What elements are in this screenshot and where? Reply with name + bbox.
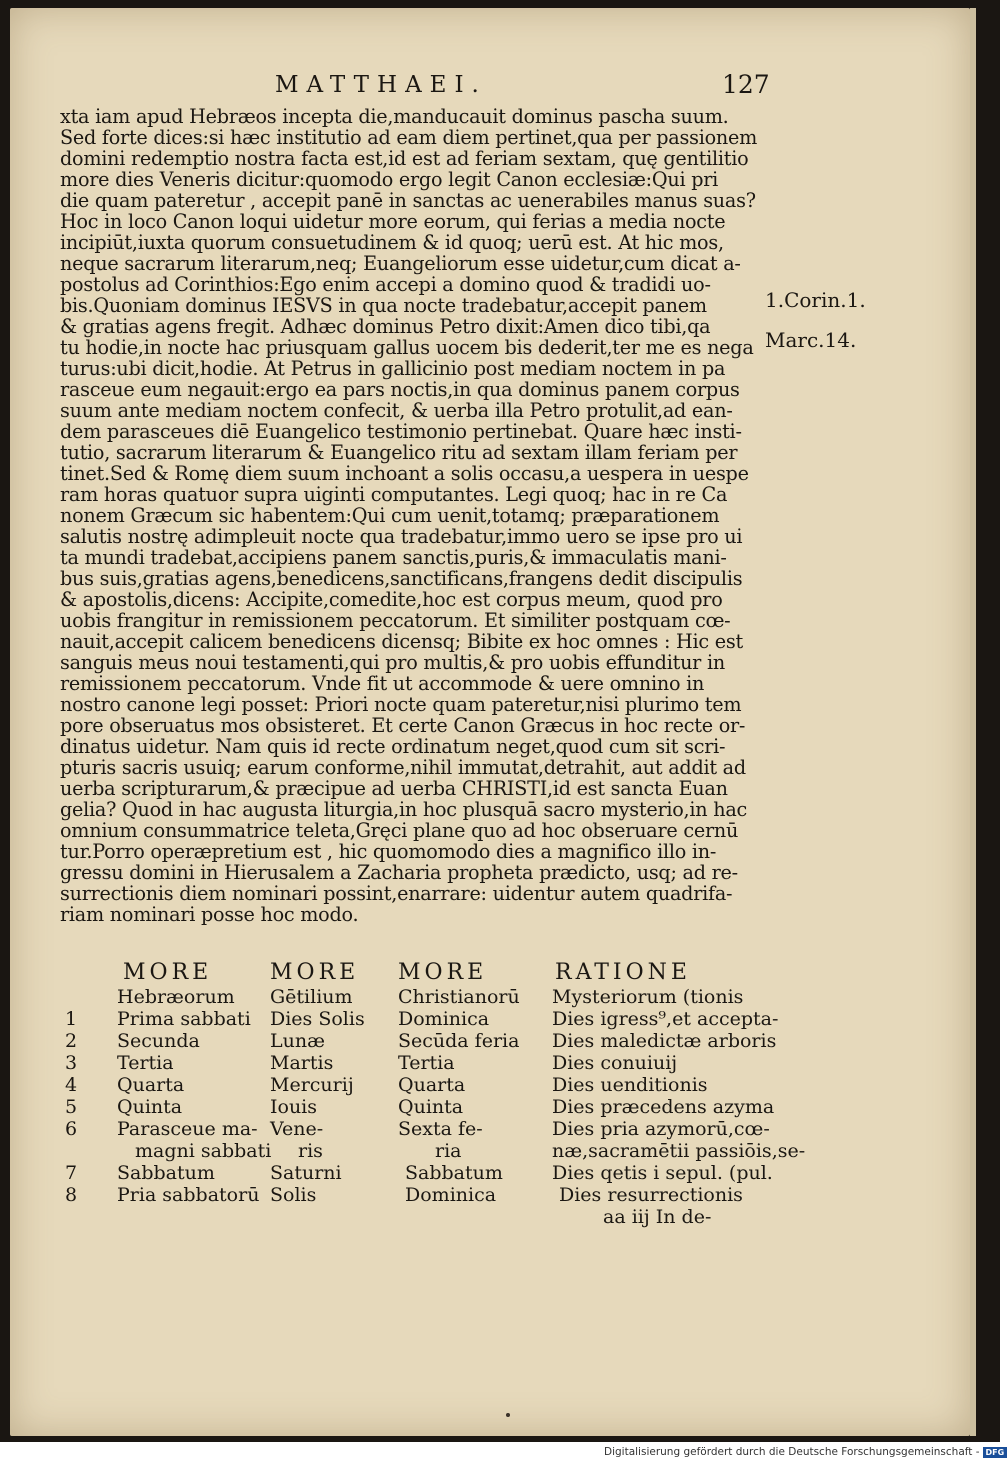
table-row — [65, 1184, 805, 1206]
row-number: 1 — [65, 1008, 78, 1030]
column-header: MORE — [270, 960, 360, 985]
text-line: suum ante mediam noctem confecit, & uerba illa Petro protulit,ad ean- — [60, 399, 733, 422]
table-row — [65, 1140, 805, 1162]
text-line: dem parasceues diē Euangelico testimonio pertinebat. Quare hæc insti- — [60, 420, 742, 443]
cell-hebrew: Quarta — [117, 1074, 185, 1096]
text-line: surrectionis diem nominari possint,enarrare: uidentur autem quadrifa- — [60, 882, 733, 905]
cell-hebrew: Hebræorum — [117, 986, 235, 1008]
text-line: tu hodie,in nocte hac priusquam gallus uocem bis dederit,ter me es nega — [60, 336, 754, 359]
table-row — [65, 1074, 805, 1096]
cell-christian: Dominica — [405, 1184, 497, 1206]
text-line: sanguis meus noui testamenti,qui pro multis,& pro uobis effunditur in — [60, 651, 725, 674]
text-line: xta iam apud Hebræos incepta die,manducauit dominus pascha suum. — [60, 105, 729, 128]
cell-gentile: Saturni — [270, 1162, 342, 1184]
text-line: ta mundi tradebat,accipiens panem sanctis,puris,& immaculatis mani- — [60, 546, 727, 569]
text-line: gressu domini in Hierusalem a Zacharia propheta prædicto, usq; ad re- — [60, 861, 738, 884]
margin-note-corinthians: 1.Corin.1. — [765, 288, 866, 312]
text-line: rasceue eum negauit:ergo ea pars noctis,in qua dominus panem corpus — [60, 378, 740, 401]
text-line: pore obseruatus mos obsisteret. Et certe Canon Græcus in hoc recte or- — [60, 714, 746, 737]
cell-gentile: Iouis — [270, 1096, 318, 1118]
row-number: 2 — [65, 1030, 78, 1052]
ink-dot — [506, 1413, 510, 1417]
digitization-credit — [604, 1446, 1007, 1458]
cell-mystery: Dies qetis i sepul. (pul. — [552, 1162, 773, 1184]
text-line: uobis frangitur in remissionem peccatorum. Et similiter postquam cœ- — [60, 609, 731, 632]
row-number: 4 — [65, 1074, 78, 1096]
cell-gentile: Solis — [270, 1184, 317, 1206]
text-line: uerba scripturarum,& præcipue ad uerba CHRISTI,id est sancta Euan — [60, 777, 728, 800]
table-row — [65, 1206, 805, 1228]
cell-christian: Secūda feria — [398, 1030, 520, 1052]
text-line: nonem Græcum sic habentem:Qui cum uenit,totamq; præparationem — [60, 504, 720, 527]
cell-gentile: ris — [298, 1140, 323, 1162]
cell-christian: Quinta — [398, 1096, 464, 1118]
cell-christian: Tertia — [398, 1052, 455, 1074]
catchword-signature: aa iij In de- — [603, 1206, 712, 1228]
text-line: turus:ubi dicit,hodie. At Petrus in gallicinio post mediam noctem in pa — [60, 357, 726, 380]
cell-hebrew: magni sabbati — [135, 1140, 272, 1162]
cell-mystery: Dies pria azymorū,cœ- — [552, 1118, 770, 1140]
text-line: ram horas quatuor supra uiginti computantes. Legi quoq; hac in re Ca — [60, 483, 728, 506]
page-number: 127 — [722, 70, 770, 99]
cell-hebrew: Secunda — [117, 1030, 200, 1052]
text-line: more dies Veneris dicitur:quomodo ergo legit Canon ecclesiæ:Qui pri — [60, 168, 719, 191]
column-header: MORE — [123, 960, 213, 985]
cell-christian: Quarta — [398, 1074, 466, 1096]
dfg-logo: DFG — [983, 1447, 1007, 1458]
cell-christian: Sabbatum — [405, 1162, 503, 1184]
cell-hebrew: Parasceue ma- — [117, 1118, 258, 1140]
cell-gentile: Lunæ — [270, 1030, 325, 1052]
text-line: omnium consummatrice teleta,Gręci plane quo ad hoc obseruare cernū — [60, 819, 739, 842]
text-line: Hoc in loco Canon loqui uidetur more eorum, qui ferias a media nocte — [60, 210, 726, 233]
row-number: 3 — [65, 1052, 78, 1074]
cell-gentile: Martis — [270, 1052, 334, 1074]
cell-christian: ria — [435, 1140, 462, 1162]
table-row — [65, 1162, 805, 1184]
text-line: tutio, sacrarum literarum & Euangelico ritu ad sextam illam feriam per — [60, 441, 738, 464]
cell-hebrew: Prima sabbati — [117, 1008, 251, 1030]
cell-mystery: Dies uenditionis — [552, 1074, 708, 1096]
text-line: postolus ad Corinthios:Ego enim accepi a domino quod & tradidi uo- — [60, 273, 711, 296]
cell-gentile: Mercurij — [270, 1074, 354, 1096]
cell-hebrew: Quinta — [117, 1096, 183, 1118]
table-row — [65, 1096, 805, 1118]
cell-mystery: Dies conuiuij — [552, 1052, 678, 1074]
text-line: bus suis,gratias agens,benedicens,sanctificans,frangens dedit discipulis — [60, 567, 743, 590]
cell-gentile: Dies Solis — [270, 1008, 365, 1030]
cell-mystery: Dies resurrectionis — [559, 1184, 743, 1206]
text-line: domini redemptio nostra facta est,id est ad feriam sextam, quę gentilitio — [60, 147, 749, 170]
text-line: Sed forte dices:si hæc institutio ad eam diem pertinet,qua per passionem — [60, 126, 758, 149]
cell-hebrew: Tertia — [117, 1052, 174, 1074]
text-line: pturis sacris usuiq; earum conforme,nihil immutat,detrahit, aut addit ad — [60, 756, 746, 779]
column-header: RATIONE — [555, 960, 691, 985]
cell-gentile: Gētilium — [270, 986, 353, 1008]
table-row — [65, 1052, 805, 1074]
table-row — [65, 1118, 805, 1140]
table-row — [65, 1008, 805, 1030]
body-text — [60, 106, 772, 925]
text-line: & gratias agens fregit. Adhæc dominus Petro dixit:Amen dico tibi,qa — [60, 315, 711, 338]
text-line: tinet.Sed & Romę diem suum inchoant a solis occasu,a uespera in uespe — [60, 462, 749, 485]
column-header: MORE — [398, 960, 488, 985]
page-edge — [970, 8, 976, 1436]
cell-christian: Sexta fe- — [398, 1118, 483, 1140]
cell-mystery: næ,sacramētii passiōis,se- — [552, 1140, 806, 1162]
row-number: 6 — [65, 1118, 78, 1140]
cell-christian: Christianorū — [398, 986, 520, 1008]
margin-note-mark: Marc.14. — [765, 328, 857, 352]
cell-mystery: Dies igress⁹,et accepta- — [552, 1008, 779, 1030]
cell-christian: Dominica — [398, 1008, 490, 1030]
text-line: neque sacrarum literarum,neq; Euangeliorum esse uidetur,cum dicat a- — [60, 252, 741, 275]
text-line: bis.Quoniam dominus IESVS in qua nocte tradebatur,accepit panem — [60, 294, 707, 317]
cell-mystery: Dies maledictæ arboris — [552, 1030, 777, 1052]
row-number: 7 — [65, 1162, 78, 1184]
text-line: gelia? Quod in hac augusta liturgia,in hoc plusquā sacro mysterio,in hac — [60, 798, 748, 821]
cell-hebrew: Sabbatum — [117, 1162, 215, 1184]
text-line: die quam pateretur , accepit panē in sanctas ac uenerabiles manus suas? — [60, 189, 756, 212]
running-head: MATTHAEI. — [275, 72, 487, 98]
text-line: salutis nostrę adimpleuit nocte qua tradebatur,immo uero se ipse pro ui — [60, 525, 743, 548]
book-page — [10, 8, 970, 1436]
table-row — [65, 986, 805, 1008]
text-line: nauit,accepit calicem benedicens dicensq; Bibite ex hoc omnes : Hic est — [60, 630, 743, 653]
cell-mystery: Dies præcedens azyma — [552, 1096, 775, 1118]
footer-text: Digitalisierung gefördert durch die Deutsche Forschungsgemeinschaft - — [604, 1446, 980, 1458]
text-line: & apostolis,dicens: Accipite,comedite,hoc est corpus meum, quod pro — [60, 588, 723, 611]
text-line: remissionem peccatorum. Vnde fit ut accommode & uere omnino in — [60, 672, 705, 695]
table-row — [65, 1030, 805, 1052]
cell-mystery: Mysteriorum (tionis — [552, 986, 744, 1008]
text-line: riam nominari posse hoc modo. — [60, 903, 359, 926]
row-number: 8 — [65, 1184, 78, 1206]
text-line: nostro canone legi posset: Priori nocte quam pateretur,nisi plurimo tem — [60, 693, 742, 716]
row-number: 5 — [65, 1096, 78, 1118]
text-line: incipiūt,iuxta quorum consuetudinem & id quoq; uerū est. At hic mos, — [60, 231, 724, 254]
text-line: tur.Porro operæpretium est , hic quomomodo dies a magnifico illo in- — [60, 840, 717, 863]
cell-hebrew: Pria sabbatorū — [117, 1184, 260, 1206]
text-line: dinatus uidetur. Nam quis id recte ordinatum neget,quod cum sit scri- — [60, 735, 726, 758]
cell-gentile: Vene- — [270, 1118, 324, 1140]
